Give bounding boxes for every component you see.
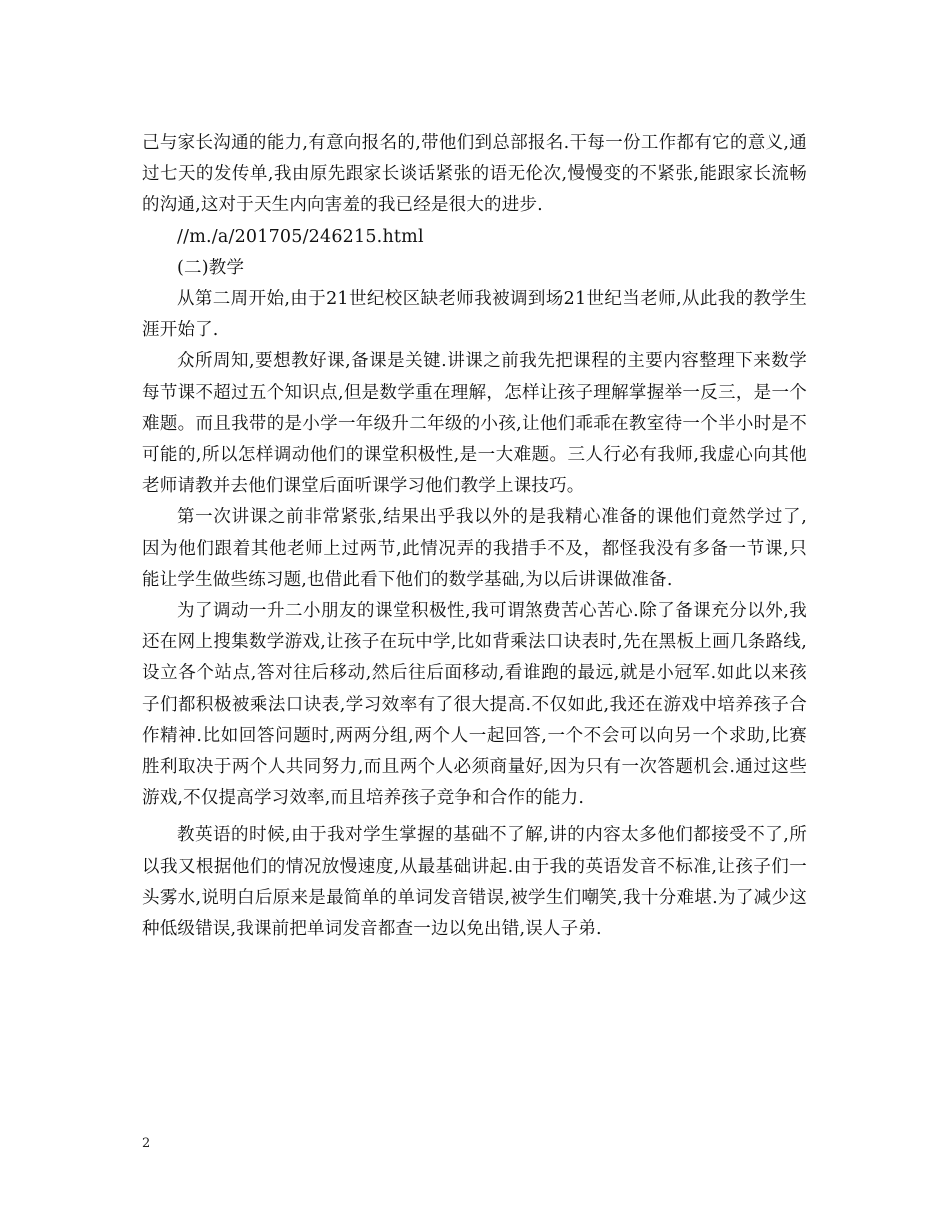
paragraph-url: //m./a/201705/246215.html [177,226,424,247]
paragraph-continuation: 己与家长沟通的能力,有意向报名的,带他们到总部报名.干每一份工作都有它的意义,通过七天的发传单,我由原先跟家长谈话紧张的语无伦次,慢慢变的不紧张,能跟家长流畅的沟通,这对于天生内向害羞的我已经是很大的进步. [142,133,807,216]
paragraph-lesson-preparation: 众所周知,要想教好课,备课是关键.讲课之前我先把课程的主要内容整理下来数学每节课不超过五个知识点,但是数学重在理解，怎样让孩子理解掌握举一反三，是一个难题。而且我带的是小学一年级升二年级的小孩,让他们乖乖在教室待一个半小时是不可能的,所以怎样调动他们的课堂积极性,是一大难题。三人行必有我师,我虚心向其他老师请教并去他们课堂后面听课学习他们教学上课技巧。 [142,351,807,497]
paragraph-start-teaching: 从第二周开始,由于21世纪校区缺老师我被调到场21世纪当老师,从此我的教学生涯开始了. [142,289,807,341]
page-number: 2 [142,1136,151,1151]
document-body [142,128,807,945]
paragraph-english-teaching: 教英语的时候,由于我对学生掌握的基础不了解,讲的内容太多他们都接受不了,所以我又根据他们的情况放慢速度,从最基础讲起.由于我的英语发音不标准,让孩子们一头雾水,说明白后原来是最简单的单词发音错误,被学生们嘲笑,我十分难堪.为了减少这种低级错误,我课前把单词发音都查一边以免出错,误人子弟. [142,825,807,940]
section-heading-teaching: (二)教学 [177,257,245,278]
paragraph-classroom-games: 为了调动一升二小朋友的课堂积极性,我可谓煞费苦心苦心.除了备课充分以外,我还在网上搜集数学游戏,让孩子在玩中学,比如背乘法口诀表时,先在黑板上画几条路线,设立各个站点,答对往后移动,然后往后面移动,看谁跑的最远,就是小冠军.如此以来孩子们都积极被乘法口诀表,学习效率有了很大提高.不仅如此,我还在游戏中培养孩子合作精神.比如回答问题时,两两分组,两个人一起回答,一个不会可以向另一个求助,比赛胜利取决于两个人共同努力,而且两个人必须商量好,因为只有一次答题机会.通过这些游戏,不仅提高学习效率,而且培养孩子竞争和合作的能力. [142,601,807,809]
paragraph-first-lesson: 第一次讲课之前非常紧张,结果出乎我以外的是我精心准备的课他们竟然学过了,因为他们跟着其他老师上过两节,此情况弄的我措手不及，都怪我没有多备一节课,只能让学生做些练习题,也借此看下他们的数学基础,为以后讲课做准备. [142,507,807,590]
